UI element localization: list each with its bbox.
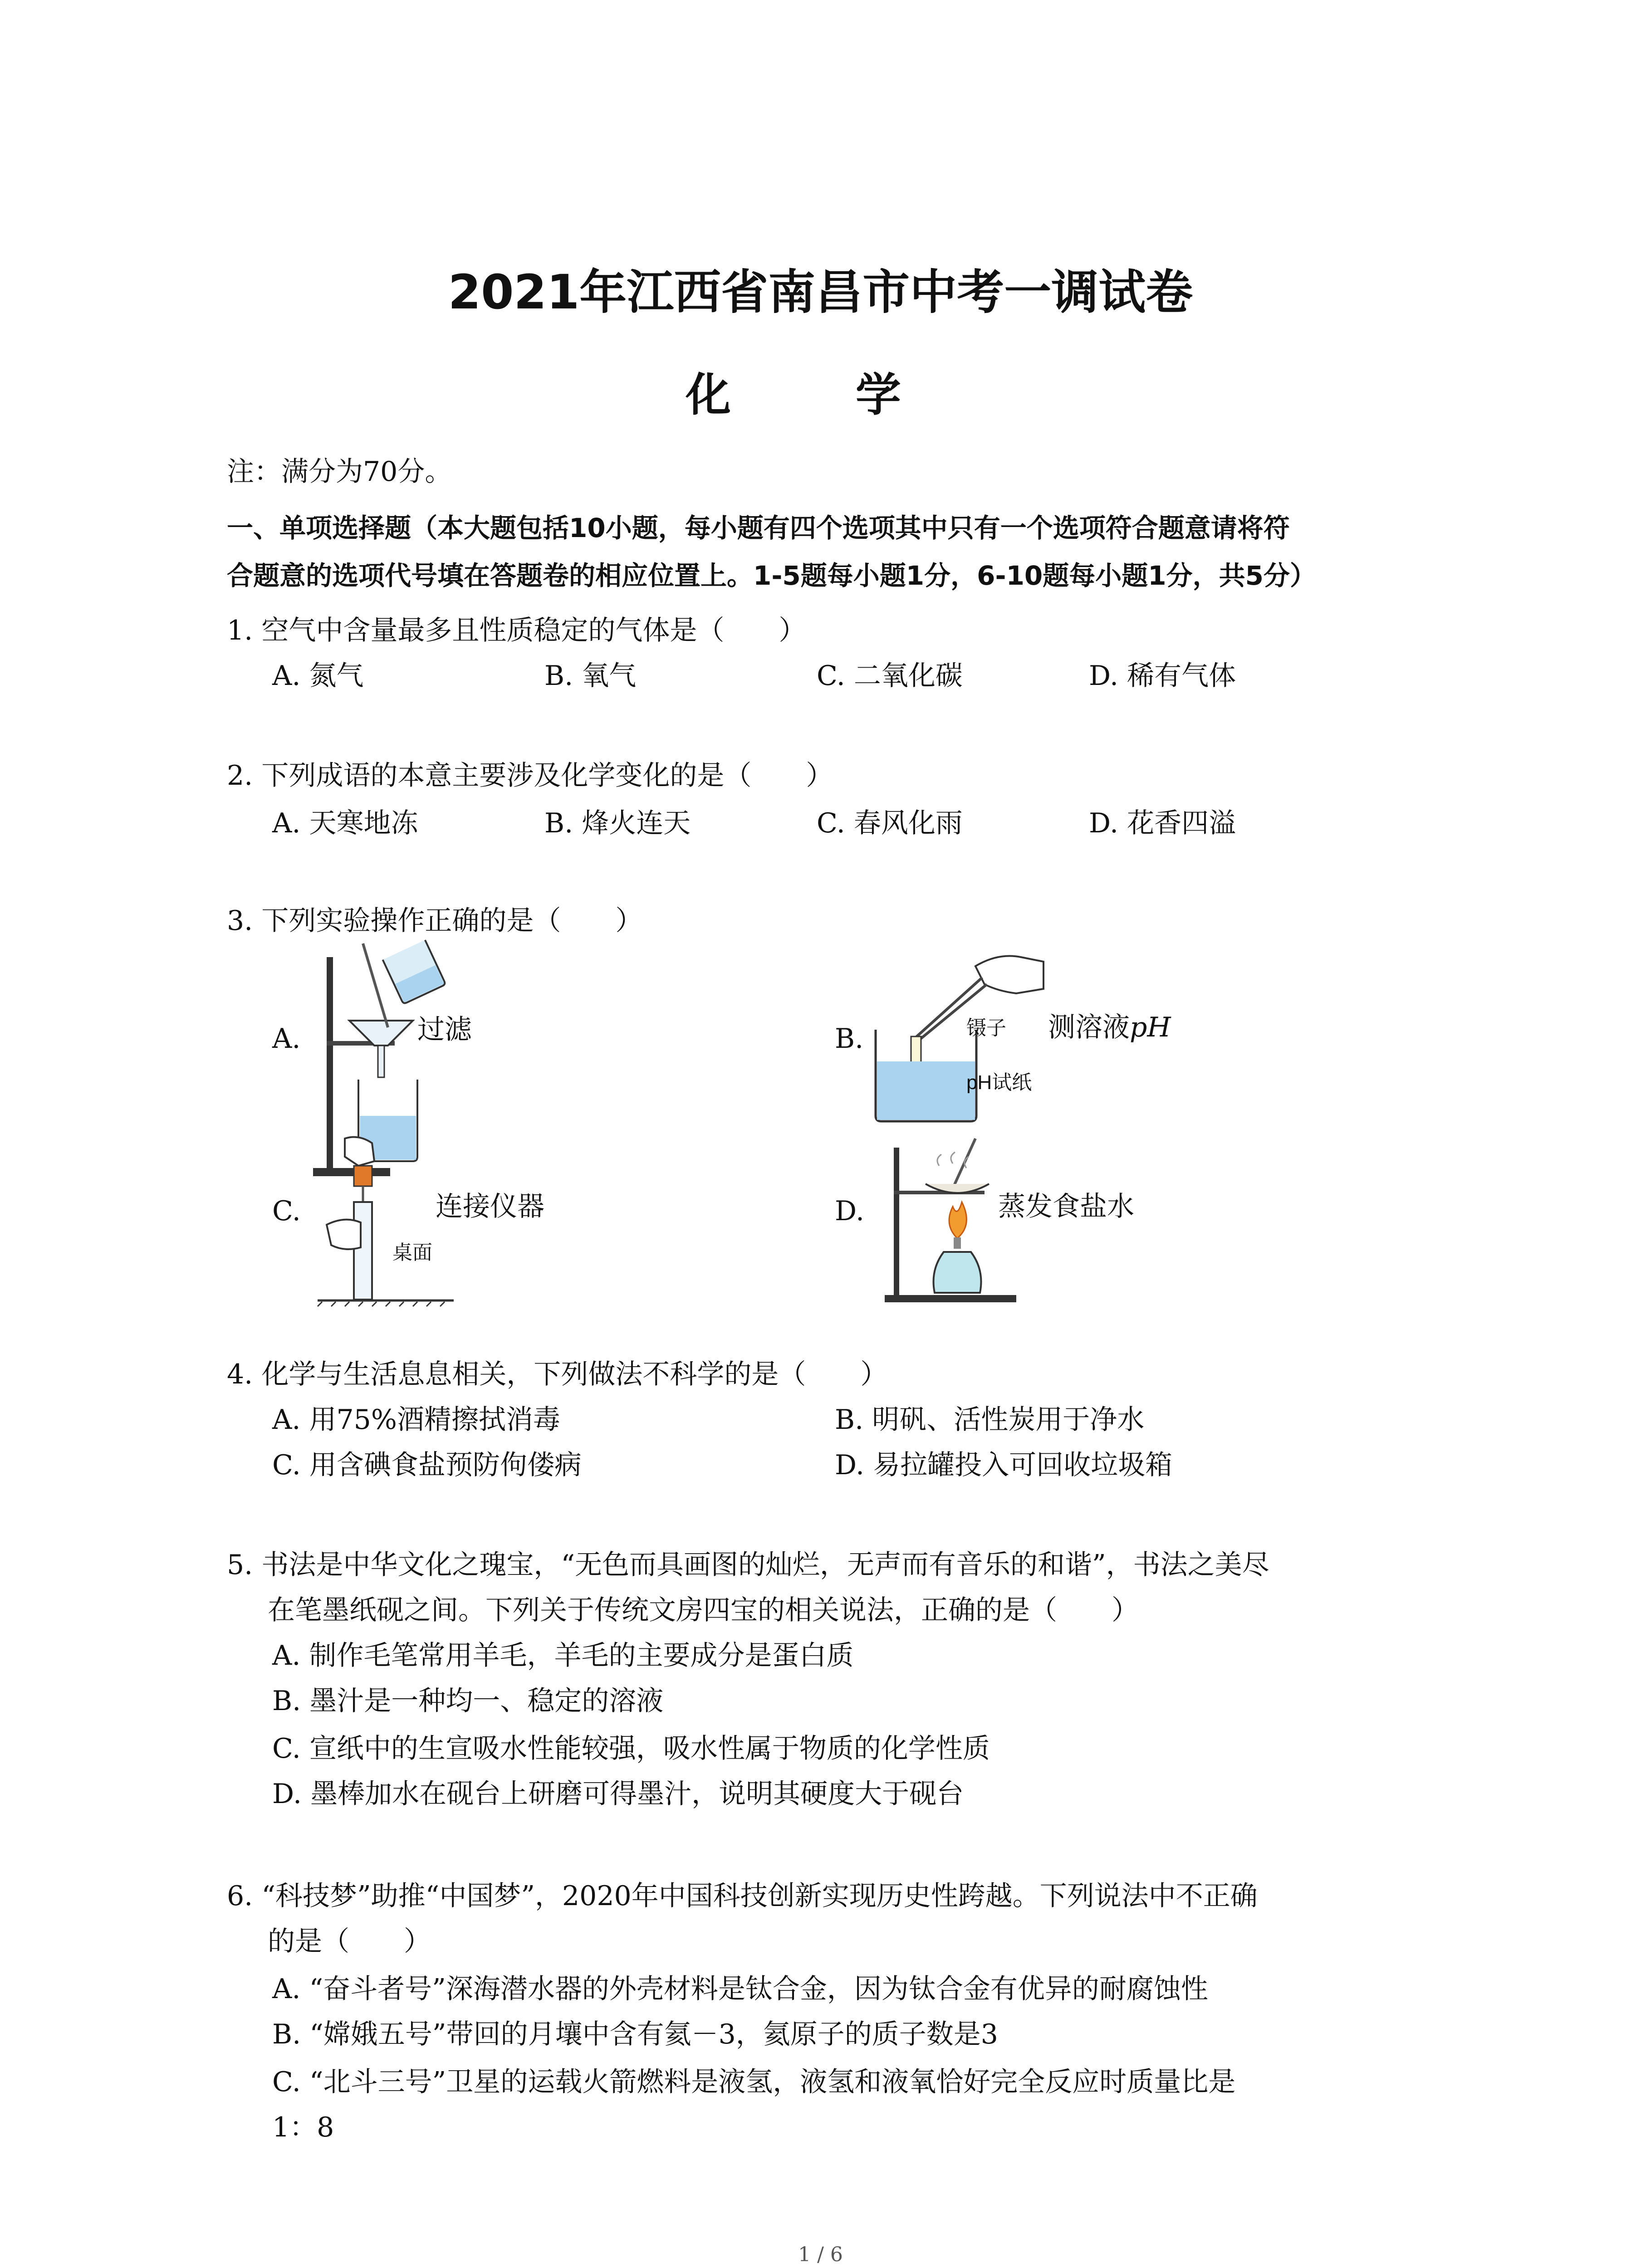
section1-instructions-line2: 合题意的选项代号填在答题卷的相应位置上。1-5题每小题1分，6-10题每小题1分，共5分）: [227, 560, 1316, 591]
q3-c-caption: 连接仪器: [436, 1191, 544, 1222]
q4-option-a: A. 用75%酒精擦拭消毒: [272, 1404, 560, 1436]
q2-option-a: A. 天寒地冻: [272, 807, 418, 839]
q3-c-letter: C.: [272, 1195, 301, 1227]
q1-option-a: A. 氮气: [272, 660, 364, 692]
q5-option-d: D. 墨棒加水在砚台上研磨可得墨汁，说明其硬度大于砚台: [272, 1778, 964, 1810]
q3-a-letter: A.: [272, 1023, 301, 1055]
q6-option-c: C. “北斗三号”卫星的运载火箭燃料是液氢，液氢和液氧恰好完全反应时质量比是: [272, 2066, 1236, 2098]
q3-a-caption: 过滤: [417, 1014, 472, 1046]
page-number: 1 / 6: [798, 2243, 843, 2266]
desk-label: 桌面: [392, 1242, 432, 1264]
q5-stem-line1: 5. 书法是中华文化之瑰宝，“无色而具画图的灿烂，无声而有音乐的和谐”，书法之美尽: [227, 1549, 1269, 1581]
q1-option-b: B. 氧气: [544, 660, 637, 692]
q5-option-b: B. 墨汁是一种均一、稳定的溶液: [272, 1685, 664, 1717]
subject-title: 化 学: [686, 368, 955, 421]
section1-instructions-line1: 一、单项选择题（本大题包括10小题，每小题有四个选项其中只有一个选项符合题意请将符: [227, 513, 1290, 543]
q2-option-b: B. 烽火连天: [544, 807, 691, 839]
q3-b-letter: B.: [835, 1023, 864, 1055]
q6-option-b: B. “嫦娥五号”带回的月壤中含有氦－3，氦原子的质子数是3: [272, 2019, 998, 2050]
ph-test-apparatus-icon: [871, 953, 1053, 1125]
tweezers-label: 镊子: [966, 1017, 1006, 1039]
q1-stem: 1. 空气中含量最多且性质稳定的气体是（ ）: [227, 615, 806, 646]
q3-d-letter: D.: [835, 1195, 865, 1227]
q4-stem: 4. 化学与生活息息相关，下列做法不科学的是（ ）: [227, 1359, 888, 1390]
q6-stem-line2: 的是（ ）: [268, 1926, 431, 1957]
q6-option-c-continuation: 1：8: [272, 2112, 334, 2143]
q2-option-c: C. 春风化雨: [817, 807, 963, 839]
q5-option-c: C. 宣纸中的生宣吸水性能较强，吸水性属于物质的化学性质: [272, 1733, 990, 1765]
ph-paper-label: pH试纸: [966, 1071, 1032, 1094]
q5-stem-line2: 在笔墨纸砚之间。下列关于传统文房四宝的相关说法，正确的是（ ）: [268, 1594, 1139, 1626]
q5-option-a: A. 制作毛笔常用羊毛，羊毛的主要成分是蛋白质: [272, 1640, 854, 1672]
q2-stem: 2. 下列成语的本意主要涉及化学变化的是（ ）: [227, 760, 833, 792]
q3-stem: 3. 下列实验操作正确的是（ ）: [227, 905, 643, 937]
q4-option-c: C. 用含碘食盐预防佝偻病: [272, 1449, 582, 1481]
score-note: 注：满分为70分。: [227, 456, 452, 488]
q3-b-caption: 测溶液pH: [1048, 1012, 1171, 1043]
q2-option-d: D. 花香四溢: [1089, 807, 1236, 839]
q6-option-a: A. “奋斗者号”深海潜水器的外壳材料是钛合金，因为钛合金有优异的耐腐蚀性: [272, 1973, 1208, 2005]
q4-option-d: D. 易拉罐投入可回收垃圾箱: [835, 1449, 1173, 1481]
q1-option-c: C. 二氧化碳: [817, 660, 963, 692]
q6-stem-line1: 6. “科技梦”助推“中国梦”，2020年中国科技创新实现历史性跨越。下列说法中不正确: [227, 1880, 1258, 1912]
exam-title: 2021年江西省南昌市中考一调试卷: [448, 264, 1193, 320]
q3-d-caption: 蒸发食盐水: [998, 1191, 1134, 1222]
q4-option-b: B. 明矾、活性炭用于净水: [835, 1404, 1145, 1436]
q1-option-d: D. 稀有气体: [1089, 660, 1236, 692]
